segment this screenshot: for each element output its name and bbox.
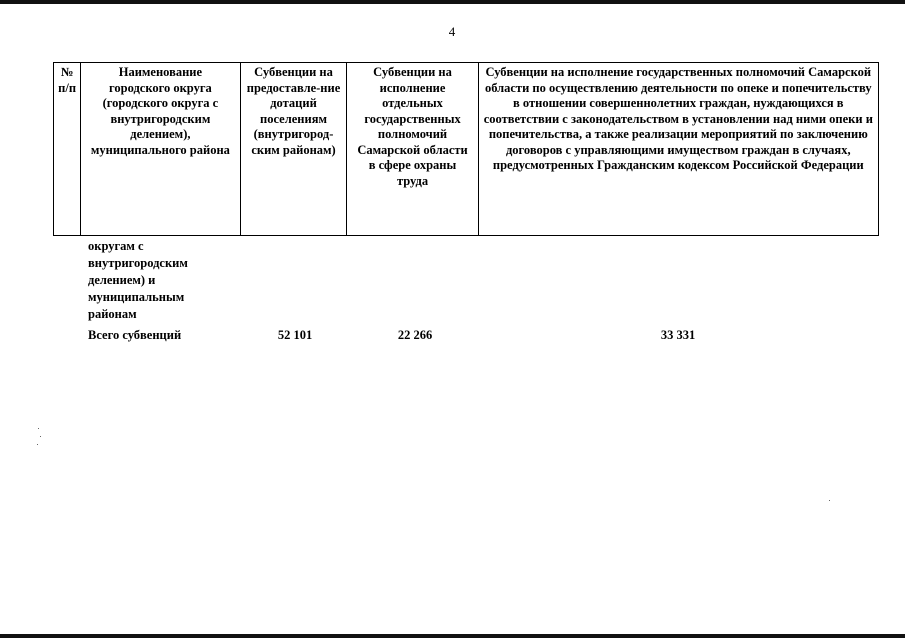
bottom-border-line [0,634,905,638]
total-labor-protection-value: 22 266 [397,328,433,342]
scan-speck [37,444,38,445]
total-settlements-value: 52 101 [277,328,313,342]
header-subsidy-guardianship: Субвенции на исполнение государственных полномочий Самарской области по осуществлению деятельности по опеке и попечительству в отношении совершеннолетних граждан, нуждающихся в соответствии с законодательством в установлении над ними опеки и попечительства, а также реализации мероприятий по заключению договоров с управляющими имуществом граждан в случаях, предусмотренных Гражданским кодексом Российской Федерации [478,63,878,236]
page-number: 4 [448,24,456,39]
scan-speck [38,428,39,429]
continued-row-text: округам с внутригородским делением) и муниципальным районам [88,239,188,321]
scan-speck [829,500,830,501]
table-header-row [54,63,879,236]
total-guardianship-value: 33 331 [660,328,696,342]
header-subsidy-settlements: Субвенции на предоставле-ние дотаций поселениям (внутригород-ским районам) [240,63,347,236]
header-number: № п/п [54,63,81,236]
header-subsidy-labor-protection: Субвенции на исполнение отдельных государственных полномочий Самарской области в сфере охраны труда [347,63,478,236]
subventions-table [53,62,879,236]
total-row-label: Всего субвенций [88,328,182,342]
header-municipality-name: Наименование городского округа (городского округа с внутригородским делением), муниципального района [81,63,240,236]
scan-speck [40,436,41,437]
top-border-line [0,0,905,4]
